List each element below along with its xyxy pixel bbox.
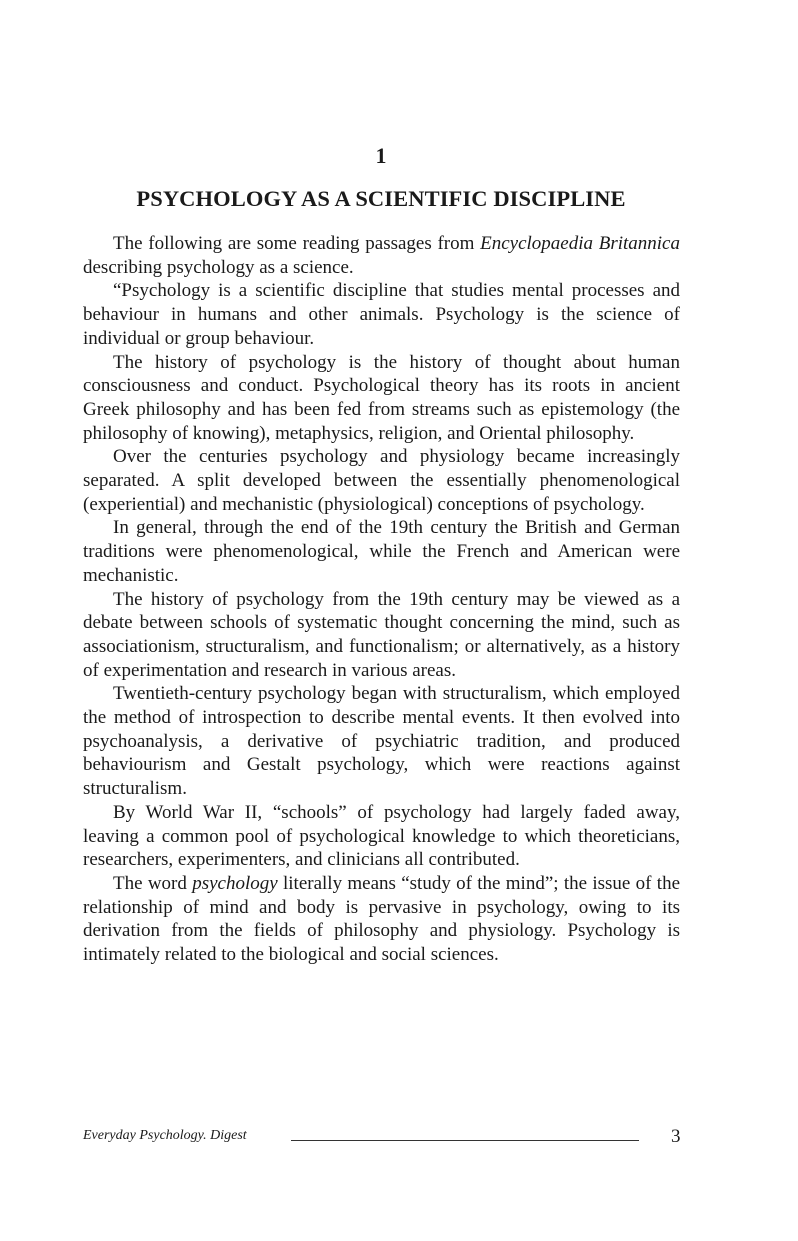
paragraph: Over the centuries psychology and physiology became increasingly separated. A split developed between the essentially phenomenological (experiential) and mechanistic (physiological) conceptions of psychology. xyxy=(83,446,680,515)
italic-title: Encyclopaedia Britannica xyxy=(480,233,680,254)
paragraph: Twentieth-century psychology began with structuralism, which employed the method of introspection to describe mental events. It then evolved into psychoanalysis, a derivative of psychiatric tradition, and produced behaviourism and Gestalt psychology, which were reactions against structuralism. xyxy=(83,683,680,800)
paragraph: By World War II, “schools” of psychology had largely faded away, leaving a common pool of psychological knowledge to which theoreticians, researchers, experimenters, and clinicians all contributed. xyxy=(83,801,680,871)
paragraph: The history of psychology is the history of thought about human consciousness and conduct. Psychological theory has its roots in ancient Greek philosophy and has been fed from streams such as epistemology (the philosophy of knowing), metaphysics, religion, and Oriental philosophy. xyxy=(83,351,680,444)
footer-book-title: Everyday Psychology. Digest xyxy=(83,1128,247,1143)
italic-term: psychology xyxy=(192,872,278,894)
chapter-number: 1 xyxy=(375,143,387,168)
body-text xyxy=(83,232,680,967)
paragraph-text: The following are some reading passages from xyxy=(113,233,481,254)
paragraph xyxy=(83,872,680,967)
paragraph: The history of psychology from the 19th century may be viewed as a debate between schools of systematic thought concerning the mind, such as associationism, structuralism, and functionalism; or alternatively, as a history of experimentation and research in various areas. xyxy=(83,588,680,681)
paragraph-text: describing psychology as a science. xyxy=(83,256,354,278)
paragraph-text: The word xyxy=(113,872,193,894)
paragraph xyxy=(83,232,680,279)
chapter-title: PSYCHOLOGY AS A SCIENTIFIC DISCIPLINE xyxy=(136,186,626,211)
paragraph: In general, through the end of the 19th century the British and German traditions were phenomenological, while the French and American were mechanistic. xyxy=(83,517,680,586)
page-number: 3 xyxy=(671,1126,681,1147)
paragraph: “Psychology is a scientific discipline that studies mental processes and behaviour in humans and other animals. Psychology is the science of individual or group behaviour. xyxy=(83,280,680,349)
footer-rule xyxy=(291,1140,639,1141)
page-footer xyxy=(83,1126,683,1150)
paragraph-text: literally means “study of the mind”; the issue of the relationship of mind and body is pervasive in psychology, owing to its derivation from the fields of philosophy and physiology. Psychology is intimately related to the biological and social sciences. xyxy=(83,872,681,966)
